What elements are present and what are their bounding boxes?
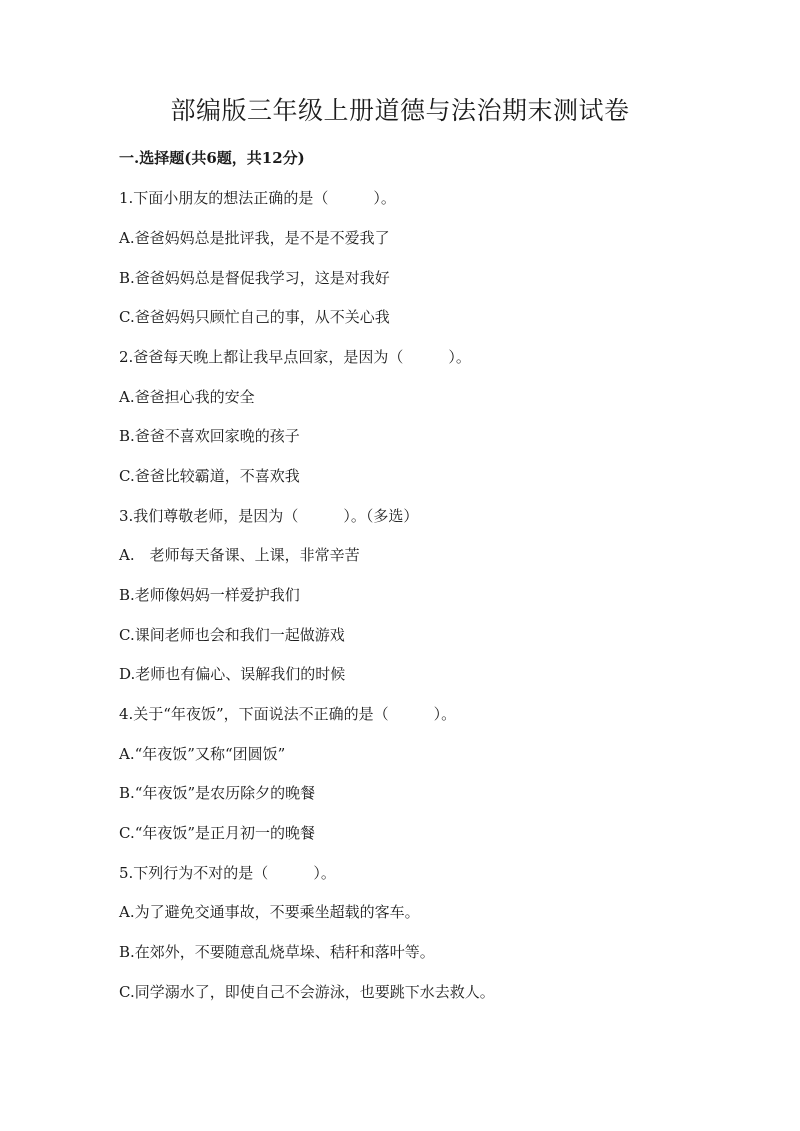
question-5-option-a: A.为了避免交通事故，不要乘坐超载的客车。 — [119, 903, 420, 921]
question-5-option-c: C.同学溺水了，即使自己不会游泳，也要跳下水去救人。 — [119, 983, 495, 1001]
question-2-option-b: B.爸爸不喜欢回家晚的孩子 — [119, 427, 300, 445]
section-heading: 一.选择题(共6题，共12分) — [119, 149, 305, 167]
question-2-option-c: C.爸爸比较霸道，不喜欢我 — [119, 467, 300, 485]
exam-title: 部编版三年级上册道德与法治期末测试卷 — [170, 96, 630, 125]
question-3-option-a: A. 老师每天备课、上课，非常辛苦 — [119, 546, 360, 564]
question-5: 5.下列行为不对的是（ ）。 — [119, 864, 336, 882]
question-1-option-b: B.爸爸妈妈总是督促我学习，这是对我好 — [119, 269, 390, 287]
question-4-option-c: C.“年夜饭”是正月初一的晚餐 — [119, 824, 316, 842]
question-1: 1.下面小朋友的想法正确的是（ ）。 — [119, 189, 396, 207]
question-3: 3.我们尊敬老师，是因为（ ）。（多选） — [119, 507, 419, 525]
question-4: 4.关于“年夜饭”，下面说法不正确的是（ ）。 — [119, 705, 457, 723]
question-1-option-c: C.爸爸妈妈只顾忙自己的事，从不关心我 — [119, 308, 390, 326]
question-3-option-b: B.老师像妈妈一样爱护我们 — [119, 586, 300, 604]
question-3-option-c: C.课间老师也会和我们一起做游戏 — [119, 626, 345, 644]
question-4-option-a: A.“年夜饭”又称“团圆饭” — [119, 745, 286, 763]
question-4-option-b: B.“年夜饭”是农历除夕的晚餐 — [119, 784, 316, 802]
question-5-option-b: B.在郊外，不要随意乱烧草垛、秸秆和落叶等。 — [119, 943, 435, 961]
question-3-option-d: D.老师也有偏心、误解我们的时候 — [119, 665, 346, 683]
question-2-option-a: A.爸爸担心我的安全 — [119, 388, 255, 406]
question-2: 2.爸爸每天晚上都让我早点回家，是因为（ ）。 — [119, 348, 471, 366]
question-1-option-a: A.爸爸妈妈总是批评我，是不是不爱我了 — [119, 229, 390, 247]
